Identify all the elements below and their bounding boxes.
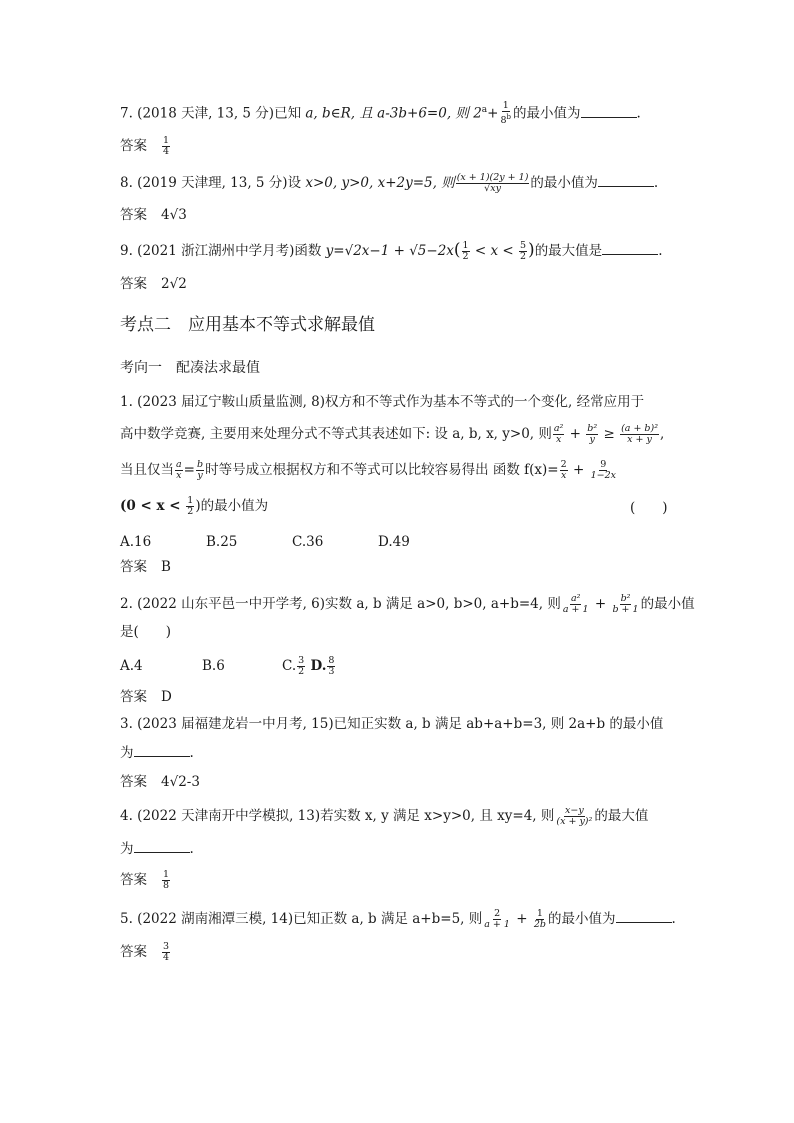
- problem-1-g-2-den: 1−2x: [590, 470, 616, 481]
- answer-problem-5: [120, 942, 171, 963]
- answer-problem-1-label: 答案: [120, 559, 147, 575]
- problem-1-frac-2-den: y: [589, 434, 595, 445]
- problem-1-frac-1: [553, 424, 564, 445]
- answer-problem-3-value: 4√2-3: [161, 774, 200, 790]
- problem-1-eq-b-num: b: [196, 459, 204, 470]
- problem-5-frac-1: [483, 909, 511, 930]
- answer-problem-4: [120, 870, 171, 891]
- problem-1-options: [120, 532, 410, 552]
- problem-2-option-c-num: 3: [298, 655, 305, 666]
- answer-problem-2-label: 答案: [120, 689, 147, 705]
- question-7-fraction-den-base: 8: [500, 115, 507, 127]
- problem-1-frac-1-num: a²: [553, 423, 564, 434]
- problem-4-answer-blank: [134, 838, 190, 853]
- answer-9-value: 2√2: [161, 276, 187, 292]
- problem-4-setup: 4. (2022 天津南开中学模拟, 13)若实数 x, y 满足 x>y>0, 且 xy=4, 则: [120, 808, 555, 824]
- problem-4-prefix: 为: [120, 841, 134, 857]
- problem-2-option-c-den: 2: [298, 666, 305, 677]
- answer-7-den: 4: [163, 146, 170, 157]
- problem-1-g-1-num: 2: [560, 459, 567, 470]
- problem-2-option-d-frac: [327, 656, 335, 677]
- question-7: [120, 100, 641, 127]
- question-7-fraction-num: 1: [502, 100, 509, 112]
- problem-2-frac-2-den: b + 1: [612, 604, 639, 615]
- problem-1-frac-3-den: x + y: [627, 434, 652, 445]
- answer-7: [120, 136, 171, 157]
- problem-1-line-4: [120, 496, 268, 517]
- problem-2-frac-1-den: a + 1: [562, 604, 589, 615]
- answer-8-label: 答案: [120, 207, 147, 223]
- problem-1-option-d: D.49: [378, 534, 410, 550]
- problem-5-frac-2-num: 1: [536, 908, 543, 919]
- question-8-fraction-den: √xy: [484, 183, 501, 194]
- question-9-range-a: [462, 241, 470, 262]
- question-7-fraction: [499, 101, 512, 126]
- question-7-answer-blank: [581, 103, 637, 118]
- problem-5-setup: 5. (2022 湖南湘潭三模, 14)已知正数 a, b 满足 a+b=5, 则: [120, 911, 483, 927]
- problem-4-line-2: [120, 838, 194, 859]
- problem-1-eq-b-den: y: [197, 470, 203, 481]
- question-9-suffix: 的最大值是: [534, 243, 603, 259]
- problem-1-frac-1-den: x: [555, 434, 562, 445]
- problem-4-line-1: [120, 806, 648, 827]
- problem-2-option-b: B.6: [202, 658, 225, 674]
- question-9: [120, 240, 662, 262]
- answer-7-label: 答案: [120, 138, 147, 154]
- answer-problem-3-label: 答案: [120, 774, 147, 790]
- subsection-title: 考向一 配凑法求最值: [120, 360, 260, 376]
- problem-4-frac-den: (x + y)²: [556, 816, 593, 827]
- question-9-range-close: ): [528, 240, 535, 260]
- problem-5-frac-2: [533, 909, 547, 930]
- answer-problem-1-value: B: [161, 559, 171, 575]
- problem-5-end: .: [671, 911, 676, 927]
- question-9-range-a-num: 1: [462, 240, 469, 251]
- answer-problem-5-num: 3: [163, 941, 170, 952]
- question-9-range-b-den: 2: [520, 251, 527, 262]
- problem-2-option-d-num: 8: [328, 655, 335, 666]
- problem-1-range-end: )的最小值为: [195, 498, 269, 514]
- question-8-answer-blank: [598, 172, 654, 187]
- problem-1-g-1-den: x: [560, 470, 567, 481]
- answer-9: [120, 274, 187, 294]
- problem-1-setup: 高中数学竞赛, 主要用来处理分式不等式其表述如下: 设 a, b, x, y>0, 则: [120, 426, 552, 442]
- answer-problem-4-num: 1: [163, 869, 170, 880]
- problem-1-range-num: 1: [187, 495, 194, 506]
- problem-1-g-2-num: 9: [600, 459, 607, 470]
- problem-1-range-start: (0 < x <: [120, 498, 186, 514]
- answer-problem-4-den: 8: [163, 880, 170, 891]
- problem-1-eq-a-den: x: [176, 470, 182, 481]
- problem-1-eq-mid: =: [183, 462, 195, 478]
- problem-1-frac-3: [620, 424, 659, 445]
- problem-1-eq-b: [196, 460, 204, 481]
- answer-7-num: 1: [163, 135, 170, 146]
- problem-1-range-frac: [186, 496, 194, 517]
- problem-1-eq-a: [175, 460, 183, 481]
- problem-2-line-2: 是( ): [120, 624, 172, 640]
- problem-3-answer-blank: [134, 742, 190, 757]
- problem-2-options: [120, 656, 336, 677]
- problem-1-function: 时等号成立根据权方和不等式可以比较容易得出 函数 f(x)=: [205, 462, 559, 478]
- problem-1-frac-3-num: (a + b)²: [621, 423, 659, 434]
- problem-1-line-2: [120, 424, 664, 445]
- problem-1-option-c: C.36: [292, 534, 324, 550]
- question-8-suffix: 的最小值为: [530, 175, 598, 191]
- question-7-condition: a, b∈R, 且 a-3b+6=0, 则 2: [305, 105, 482, 122]
- question-8-condition: x>0, y>0, x+2y=5, 则: [305, 175, 455, 191]
- problem-3-line-1: 3. (2023 届福建龙岩一中月考, 15)已知正实数 a, b 满足 ab+a+b=3, 则 2a+b 的最小值: [120, 716, 664, 732]
- problem-2-option-a: A.4: [120, 658, 143, 674]
- problem-1-choice-paren: ( ): [630, 500, 668, 516]
- question-8-fraction: [456, 173, 530, 194]
- answer-problem-5-den: 4: [163, 952, 170, 963]
- problem-4-frac: [555, 806, 593, 827]
- problem-5-answer-blank: [616, 908, 672, 923]
- answer-problem-4-label: 答案: [120, 872, 147, 888]
- question-8: [120, 172, 658, 194]
- question-7-source: 7. (2018 天津, 13, 5 分)已知: [120, 105, 306, 122]
- problem-2-line-1-end: 的最小值: [640, 596, 695, 612]
- question-8-fraction-num: (x + 1)(2y + 1): [456, 172, 529, 183]
- problem-1-plus: +: [565, 426, 586, 442]
- problem-1-g-plus: +: [568, 462, 589, 478]
- problem-5-plus: +: [511, 911, 532, 927]
- answer-8: [120, 205, 187, 225]
- problem-1-line-3: [120, 460, 618, 481]
- question-9-end: .: [658, 243, 663, 259]
- problem-2-option-d-den: 3: [328, 666, 335, 677]
- question-7-end: .: [636, 105, 641, 122]
- problem-2-option-d-label: D.: [310, 658, 327, 674]
- answer-problem-2-value: D: [161, 689, 172, 705]
- problem-2-frac-2-num: b²: [620, 593, 631, 604]
- question-8-end: .: [653, 175, 659, 191]
- answer-problem-2: [120, 687, 172, 707]
- answer-problem-5-fraction: [162, 942, 170, 963]
- question-9-range-b: [519, 241, 527, 262]
- problem-1-option-a: A.16: [120, 534, 152, 550]
- problem-4-line-1-end: 的最大值: [594, 808, 649, 824]
- problem-2-frac-1: [562, 594, 590, 615]
- problem-2-option-c-label: C.: [282, 658, 297, 674]
- question-8-source: 8. (2019 天津理, 13, 5 分)设: [120, 175, 306, 191]
- problem-1-g-2: [590, 460, 617, 481]
- problem-2-line-1: [120, 594, 695, 615]
- problem-1-line-1: 1. (2023 届辽宁鞍山质量监测, 8)权方和不等式作为基本不等式的一个变化, 经常应用于: [120, 394, 645, 410]
- section-title: 考点二 应用基本不等式求解最值: [120, 315, 375, 335]
- problem-2-frac-1-num: a²: [570, 593, 581, 604]
- problem-3-end: .: [189, 745, 194, 761]
- problem-1-frac-2-num: b²: [587, 423, 598, 434]
- question-9-range-open: (: [453, 240, 461, 260]
- question-7-plus: +: [487, 105, 499, 122]
- question-9-range-a-den: 2: [462, 251, 469, 262]
- problem-1-condition-prefix: 当且仅当: [120, 462, 174, 478]
- problem-3-prefix: 为: [120, 745, 134, 761]
- answer-problem-5-label: 答案: [120, 944, 147, 960]
- question-9-range-b-num: 5: [520, 240, 527, 251]
- question-7-fraction-den: [499, 112, 512, 126]
- answer-9-label: 答案: [120, 276, 147, 292]
- answer-7-fraction: [162, 136, 170, 157]
- problem-1-ge: ≥: [599, 426, 620, 442]
- problem-2-plus: +: [590, 596, 611, 612]
- problem-5-frac-1-den: a + 1: [484, 919, 510, 930]
- answer-problem-4-fraction: [162, 870, 170, 891]
- question-9-expression: y=√2x−1 + √5−2x: [325, 243, 454, 259]
- problem-1-option-b: B.25: [206, 534, 238, 550]
- problem-2-frac-2: [611, 594, 639, 615]
- problem-4-end: .: [189, 841, 194, 857]
- problem-5-line-1-end: 的最小值为: [548, 911, 616, 927]
- answer-problem-3: [120, 772, 200, 792]
- question-9-range-mid: < x <: [470, 243, 518, 259]
- problem-1-eq-a-num: a: [176, 459, 182, 470]
- question-9-source: 9. (2021 浙江湖州中学月考)函数: [120, 243, 326, 259]
- problem-4-frac-num: x−y: [565, 805, 584, 816]
- problem-1-g-1: [560, 460, 568, 481]
- problem-2-option-c-frac: [297, 656, 305, 677]
- problem-5-frac-2-den: 2b: [533, 919, 547, 930]
- problem-1-line-2-end: ,: [660, 426, 665, 442]
- problem-3-line-2: [120, 742, 194, 763]
- question-7-exponent: a: [481, 105, 488, 115]
- problem-1-range-den: 2: [187, 506, 194, 517]
- question-7-suffix: 的最小值为: [513, 105, 581, 122]
- question-7-fraction-den-exp: b: [506, 113, 512, 122]
- problem-2-setup: 2. (2022 山东平邑一中开学考, 6)实数 a, b 满足 a>0, b>0, a+b=4, 则: [120, 596, 561, 612]
- problem-5-line-1: [120, 908, 676, 930]
- problem-1-frac-2: [586, 424, 598, 445]
- answer-problem-1: [120, 557, 171, 577]
- answer-8-value: 4√3: [161, 207, 187, 223]
- question-9-answer-blank: [602, 240, 658, 255]
- problem-5-frac-1-num: 2: [494, 908, 501, 919]
